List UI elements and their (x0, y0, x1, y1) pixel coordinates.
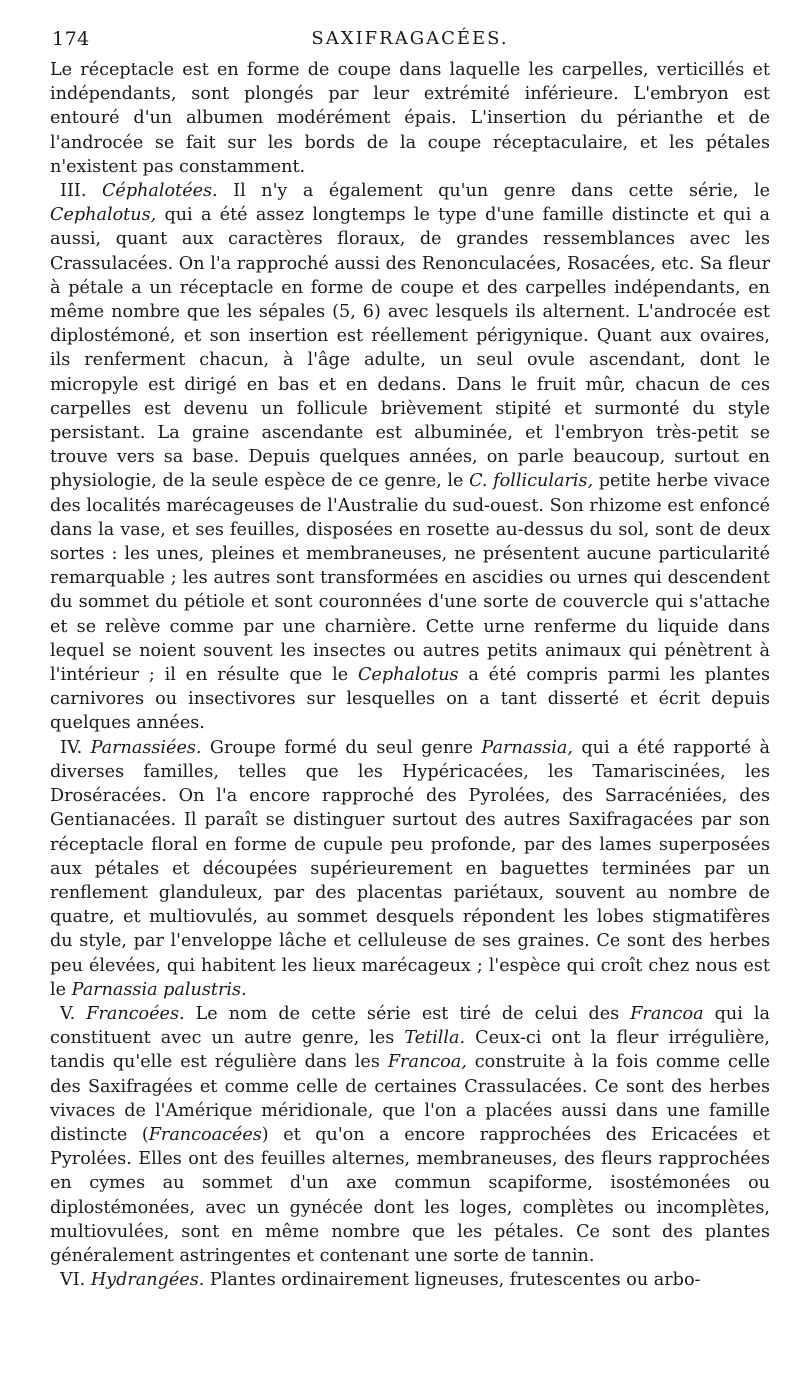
page-number: 174 (52, 28, 90, 50)
text-run: qui a été rapporté à diverses familles, telles que les Hypéricacées, les Tamariscinées, les Droséracées. On l'a encore rapproché des Pyrolées, des Sarracéniées, des Gentianacées. Il paraît se distinguer surtout des autres Saxifragacées par son réceptacle floral en forme de cupule peu profonde, par des lames superposées aux pétales et découpées supérieurement en baguettes terminées par un renflement glanduleux, par des placentas pariétaux, souvent au nombre de quatre, et multiovulés, au sommet desquels répondent les lobes stigmatifères du style, par l'enveloppe lâche et celluleuse de ses graines. Ce sont des herbes peu élevées, qui habitent les lieux marécageux ; l'espèce qui croît chez nous est le (50, 737, 770, 1000)
paragraph-hydrangees (50, 1268, 770, 1292)
taxon-text: Parnassia palustris. (71, 979, 247, 1000)
section-name-text: Hydrangées. (90, 1270, 205, 1291)
paragraph-continuation (50, 58, 770, 179)
text-run: qui a été assez longtemps le type d'une famille distincte et qui a aussi, quant aux caractères floraux, de grandes ressemblances avec les Crassulacées. On l'a rapproché aussi des Renonculacées, Rosacées, etc. Sa fleur à pétale a un réceptacle en forme de coupe et des carpelles indépendants, en même nombre que les sépales (5, 6) avec lesquels ils alternent. L'androcée est diplostémoné, et son insertion est réellement périgynique. Quant aux ovaires, ils renferment chacun, à l'âge adulte, un seul ovule ascendant, dont le micropyle est dirigé en bas et en dedans. Dans le fruit mûr, chacun de ces carpelles est devenu un follicule brièvement stipité et surmonté du style persistant. La graine ascendante est albuminée, et l'embryon très-petit se trouve vers sa base. Depuis quelques années, on parle beaucoup, surtout en physiologie, de la seule espèce de ce genre, le (50, 205, 770, 492)
numeral-text: V. (60, 1003, 87, 1024)
running-head (50, 28, 770, 54)
running-title: SAXIFRAGACÉES. (311, 28, 509, 49)
numeral-text: VI. (60, 1270, 91, 1291)
taxon-text: Francoa (630, 1003, 704, 1024)
text-run: Groupe formé du seul genre (201, 737, 482, 758)
text-run: a été compris parmi les plantes carnivores ou insectivores sur lesquelles on a tant disserté et écrit depuis quelques années. (50, 665, 770, 734)
section-name-text: Céphalotées. (101, 181, 218, 202)
text-run: Ceux-ci ont la fleur irrégulière, tandis qu'elle est régulière dans les (50, 1028, 770, 1073)
body-text (50, 58, 770, 1292)
text-run: Il n'y a également qu'un genre dans cette série, le (217, 181, 770, 202)
paragraph-cephalotees (50, 179, 770, 736)
taxon-text: Cephalotus (357, 665, 459, 686)
paragraph-francoees (50, 1002, 770, 1268)
text-run: construite à la fois comme celle des Saxifragées et comme celle de certaines Crassulacées. Ce sont des herbes vivaces de l'Amérique méridionale, que l'on a placées aussi dans une famille distincte ( (50, 1052, 770, 1145)
numeral-text: IV. (60, 737, 91, 758)
text-run: petite herbe vivace des localités marécageuses de l'Australie du sud-ouest. Son rhizome est enfoncé dans la vase, et ses feuilles, disposées en rosette au-dessus du sol, sont de deux sortes : les unes, pleines et membraneuses, ne présentent aucune particularité remarquable ; les autres sont transformées en ascidies ou urnes qui descendent du sommet du pétiole et sont couronnées d'une sorte de couvercle qui s'attache et se relève comme par une charnière. Cette urne renferme du liquide dans lequel se noient souvent les insectes ou autres petits animaux qui pénètrent à l'intérieur ; il en résulte que le (50, 471, 771, 686)
text-run: Plantes ordinairement ligneuses, frutescentes ou arbo- (204, 1270, 701, 1291)
taxon-text: Parnassia, (481, 737, 573, 758)
taxon-text: Cephalotus, (50, 205, 157, 226)
text-run: ) et qu'on a encore rapprochées des Ericacées et Pyrolées. Elles ont des feuilles alternes, membraneuses, des fleurs rapprochées en cymes au sommet d'un axe commun scapiforme, isostémonées ou diplostémonées, avec un gynécée dont les loges, complètes ou incomplètes, multiovulées, sont en même nombre que les pétales. Ce sont des plantes généralement astringentes et contenant une sorte de tannin. (50, 1124, 770, 1266)
section-name-text: Parnassiées. (90, 737, 202, 758)
section-name-text: Francoées. (86, 1003, 185, 1024)
taxon-text: C. follicularis, (469, 471, 594, 492)
taxon-text: Tetilla. (404, 1028, 466, 1049)
taxon-text: Francoacées (148, 1124, 262, 1145)
book-page (50, 28, 770, 1292)
text-run: qui la constituent avec un autre genre, les (50, 1003, 770, 1049)
text-run: Le réceptacle est en forme de coupe dans laquelle les carpelles, verticillés et indépendants, sont plongés par leur extrémité inférieure. L'embryon est entouré d'un albumen modérément épais. L'insertion du périanthe et de l'androcée se fait sur les bords de la coupe réceptaculaire, et les pétales n'existent pas constamment. (50, 60, 770, 177)
paragraph-parnassiees (50, 736, 770, 1002)
text-run: Le nom de cette série est tiré de celui des (184, 1003, 631, 1024)
numeral-text: III. (60, 181, 102, 202)
taxon-text: Francoa, (387, 1052, 467, 1073)
